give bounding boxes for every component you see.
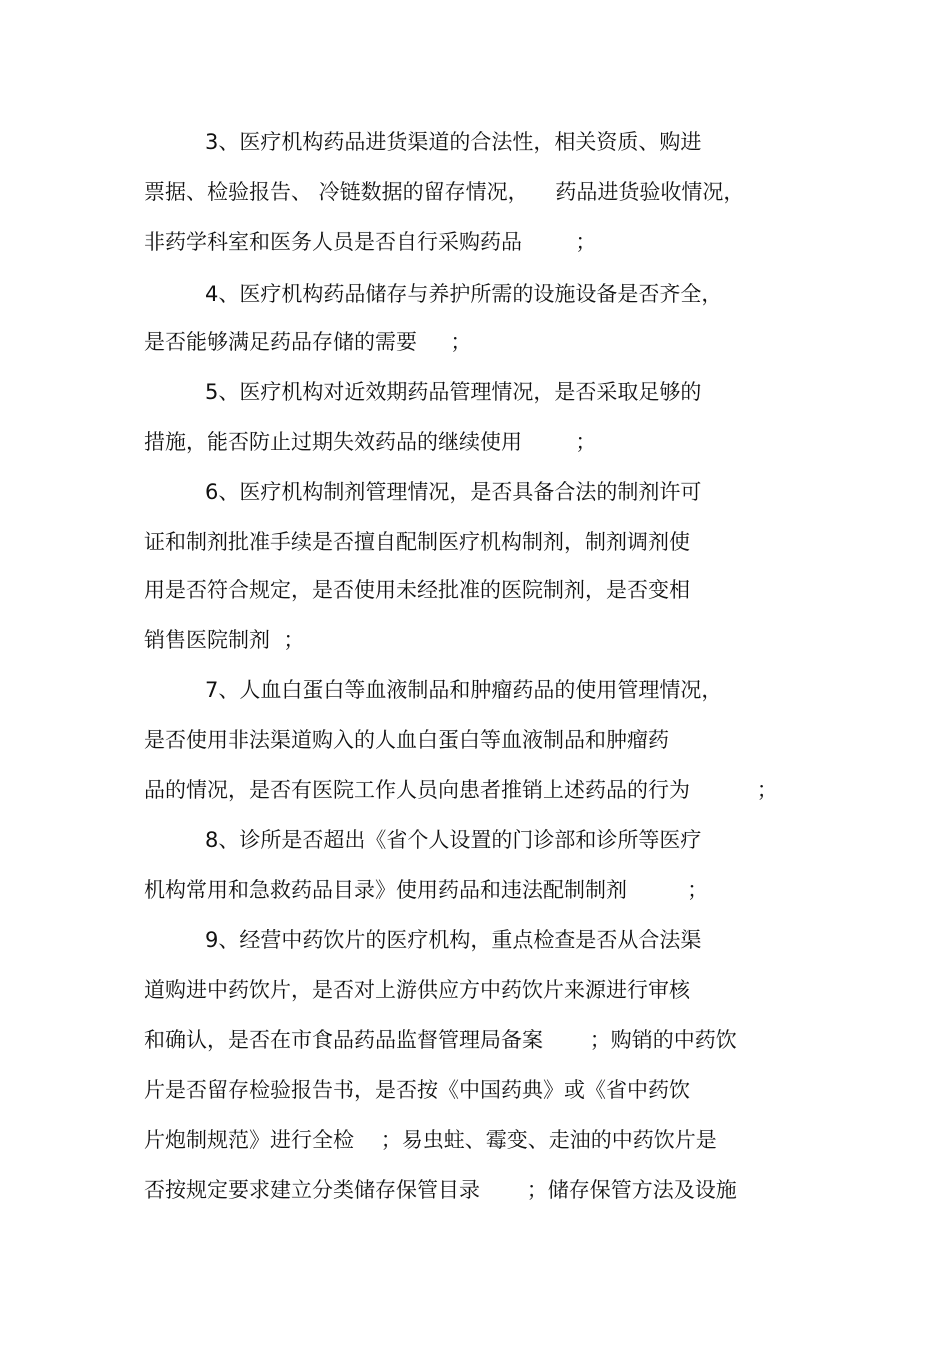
text-line: 是否使用非法渠道购入的人血白蛋白等血液制品和肿瘤药: [144, 728, 669, 752]
text-line: 8、诊所是否超出《省个人设置的门诊部和诊所等医疗: [205, 828, 702, 852]
text-line: 机构常用和急救药品目录》使用药品和违法配制制剂 ；: [144, 878, 709, 902]
text-line: 是否能够满足药品存储的需要 ；: [144, 330, 472, 354]
text-line: 3、医疗机构药品进货渠道的合法性，相关资质、购进: [205, 130, 702, 154]
text-line: 5、医疗机构对近效期药品管理情况，是否采取足够的: [205, 380, 702, 404]
text-line: 道购进中药饮片，是否对上游供应方中药饮片来源进行审核: [144, 978, 690, 1002]
text-line: 6、医疗机构制剂管理情况，是否具备合法的制剂许可: [205, 480, 702, 504]
text-line: 票据、检验报告、 冷链数据的留存情况， 药品进货验收情况，: [144, 180, 745, 204]
text-line: 否按规定要求建立分类储存保管目录 ；储存保管方法及设施: [144, 1178, 737, 1202]
text-line: 证和制剂批准手续是否擅自配制医疗机构制剂，制剂调剂使: [144, 530, 690, 554]
text-line: 品的情况，是否有医院工作人员向患者推销上述药品的行为 ；: [144, 778, 778, 802]
text-line: 片是否留存检验报告书，是否按《中国药典》或《省中药饮: [144, 1078, 690, 1102]
text-line: 7、人血白蛋白等血液制品和肿瘤药品的使用管理情况，: [205, 678, 723, 702]
text-line: 和确认，是否在市食品药品监督管理局备案 ；购销的中药饮: [144, 1028, 737, 1052]
text-line: 9、经营中药饮片的医疗机构，重点检查是否从合法渠: [205, 928, 702, 952]
text-line: 4、医疗机构药品储存与养护所需的设施设备是否齐全，: [205, 282, 723, 306]
text-line: 片炮制规范》进行全检 ；易虫蛀、霉变、走油的中药饮片是: [144, 1128, 717, 1152]
text-line: 用是否符合规定，是否使用未经批准的医院制剂，是否变相: [144, 578, 690, 602]
text-line: 非药学科室和医务人员是否自行采购药品 ；: [144, 230, 597, 254]
text-line: 销售医院制剂 ；: [144, 628, 305, 652]
text-line: 措施，能否防止过期失效药品的继续使用 ；: [144, 430, 597, 454]
